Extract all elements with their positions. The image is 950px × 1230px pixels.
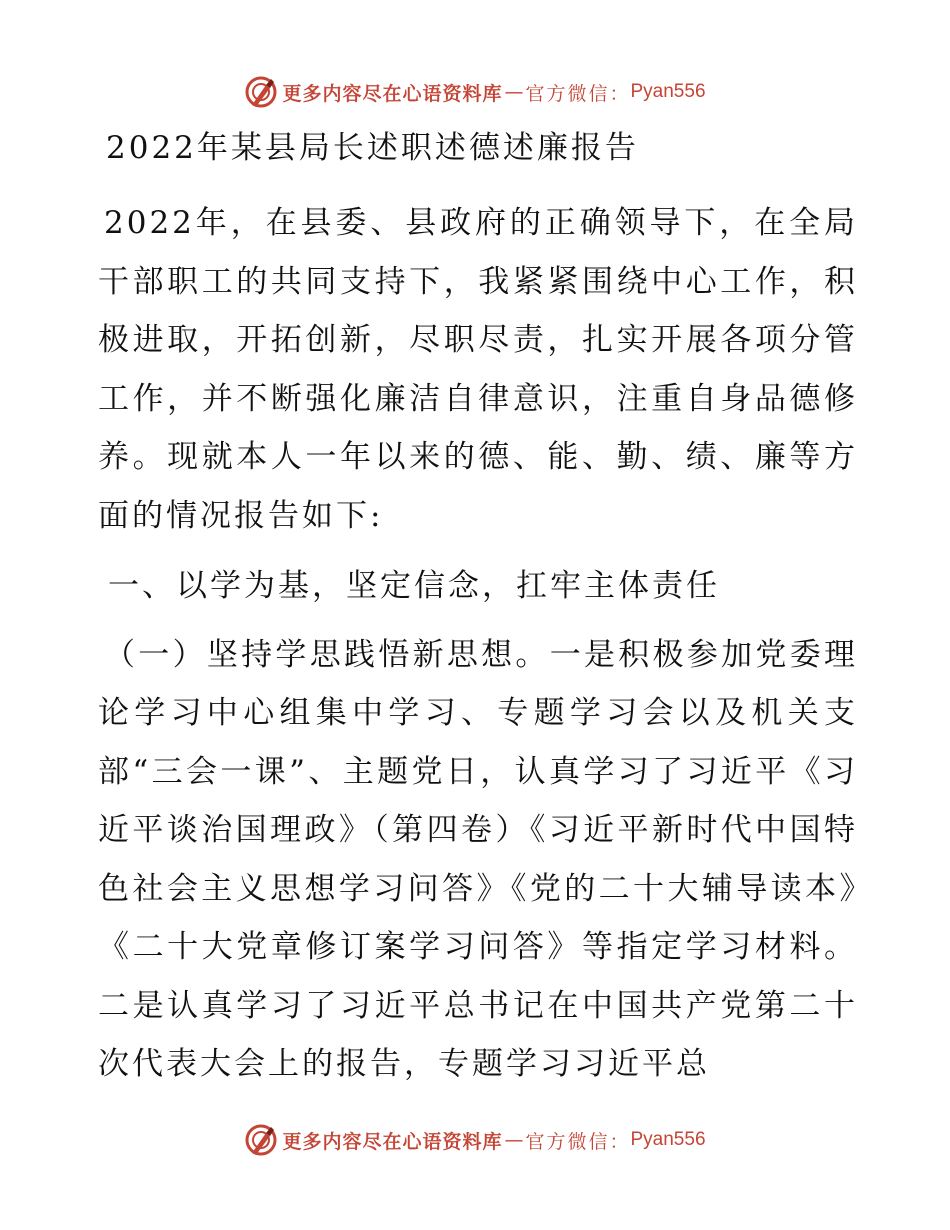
watermark-dash: —	[504, 1129, 524, 1151]
watermark-label: 官方微信：	[525, 1130, 631, 1153]
body-paragraph: （一）坚持学思践悟新思想。一是积极参加党委理论学习中心组集中学习、专题学习会以及机关支部“三会一课”、主题党日，认真学习了习近平《习近平谈治国理政》（第四卷）《习近平新时代中国特色社会主义思想学习问答》《党的二十大辅导读本》《二十大党章修订案学习问答》等指定学习材料。二是认真学习了习近平总书记在中国共产党第二十次代表大会上的报告，专题学习习近平总	[98, 636, 858, 1082]
watermark-text: 更多内容尽在心语资料库	[282, 82, 503, 105]
watermark-dash: —	[504, 81, 524, 103]
watermark-header	[0, 72, 950, 112]
document-body	[98, 122, 858, 1094]
watermark-label: 官方微信：	[525, 82, 631, 105]
watermark-text: 更多内容尽在心语资料库	[282, 1130, 503, 1153]
watermark-wechat-id: Pyan556	[630, 81, 706, 102]
document-title: 2022年某县局长述职述德述廉报告	[106, 130, 639, 166]
watermark-wechat-id: Pyan556	[630, 1129, 706, 1150]
watermark-footer	[0, 1120, 950, 1160]
intro-paragraph: 2022年，在县委、县政府的正确领导下，在全局干部职工的共同支持下，我紧紧围绕中心工作，积极进取，开拓创新，尽职尽责，扎实开展各项分管工作，并不断强化廉洁自律意识，注重自身品德修养。现就本人一年以来的德、能、勤、绩、廉等方面的情况报告如下:	[98, 205, 858, 534]
pen-logo-icon	[244, 75, 278, 109]
section-heading: 一、以学为基，坚定信念，扛牢主体责任	[108, 568, 720, 604]
pen-logo-icon	[244, 1123, 278, 1157]
